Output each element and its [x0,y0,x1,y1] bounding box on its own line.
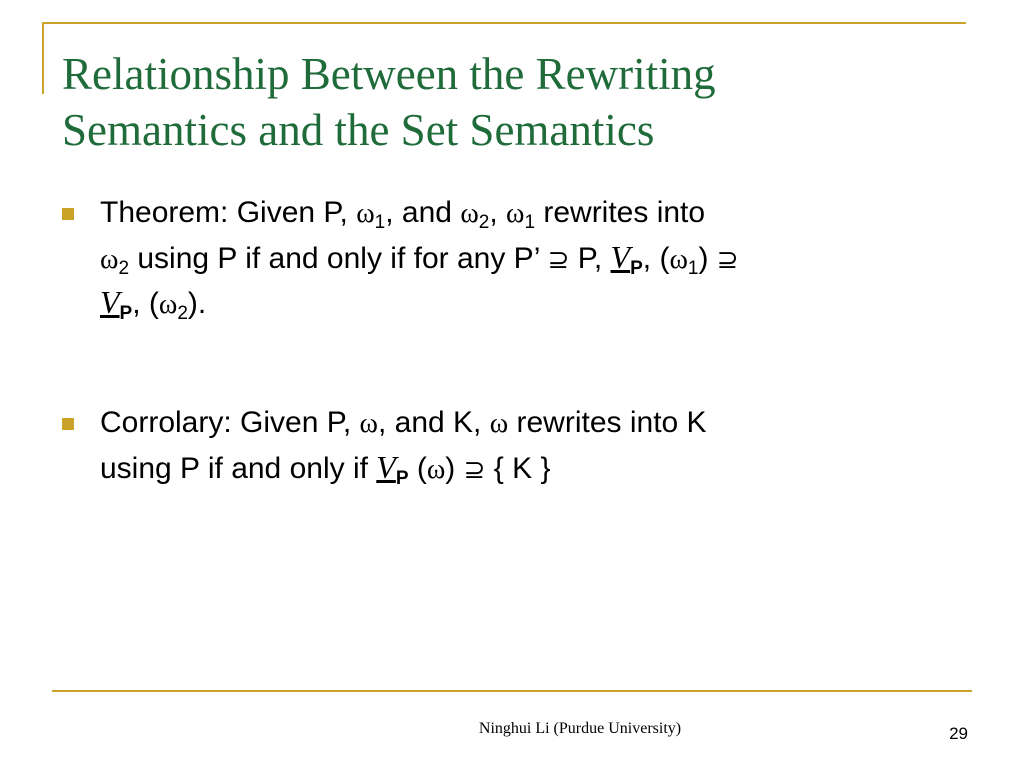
slide-title [62,46,962,158]
omega-symbol: ω [489,408,509,439]
bullet-square-icon [62,208,74,220]
omega-symbol: ω [460,198,479,229]
omega-symbol: ω [506,198,525,229]
theorem-line-3 [100,280,970,325]
text-fragment: , and [385,196,461,229]
frame-top-rule [42,22,966,24]
frame-left-rule [42,22,44,94]
text-fragment: ) [445,452,464,485]
text-fragment: , ( [642,242,670,275]
corollary-line-2 [100,445,970,490]
omega-symbol: ω [426,454,446,485]
subscript-p: P [119,303,133,324]
theorem-line-2 [100,235,970,280]
text-fragment: { K } [485,452,551,485]
footer-rule [52,690,972,692]
text-fragment: , ( [132,287,159,320]
subscript-p: P [630,258,643,279]
script-v-symbol: V [610,239,631,275]
corollary-text [100,400,970,490]
bullet-square-icon [62,418,74,430]
subscript: 2 [478,212,490,233]
corollary-lead: Corrolary: Given P, [100,406,360,439]
subscript: 1 [524,212,536,233]
footer-text: Ninghui Li (Purdue University) [478,720,682,737]
omega-symbol: ω [669,244,688,275]
corollary-line-1 [100,400,970,445]
subscript: 2 [118,258,130,279]
subscript: 1 [687,258,699,279]
omega-symbol: ω [100,244,119,275]
subscript: 2 [177,303,188,324]
text-fragment: ) [698,242,717,275]
superset-symbol: ⊇ [716,245,739,275]
title-line-2: Semantics and the Set Semantics [62,105,655,155]
text-fragment: P, [569,242,611,275]
theorem-text [100,190,970,325]
omega-symbol: ω [356,198,375,229]
script-v-symbol: V [100,284,120,320]
text-fragment: , [489,196,506,229]
omega-symbol: ω [158,289,178,320]
page-number: 29 [949,724,968,743]
omega-symbol: ω [359,408,378,439]
text-fragment: ( [408,452,427,485]
subscript: 1 [374,212,386,233]
subscript-p: P [395,468,409,489]
text-fragment: rewrites into K [508,406,707,439]
title-line-1: Relationship Between the Rewriting [62,49,716,99]
superset-symbol: ⊇ [547,245,570,275]
script-v-symbol: V [376,449,396,485]
theorem-line-1 [100,190,970,235]
text-fragment: using P if and only if for any P’ [129,242,548,275]
superset-symbol: ⊇ [463,455,486,485]
text-fragment: using P if and only if [100,452,377,485]
theorem-lead: Theorem: Given P, [100,196,357,229]
text-fragment: rewrites into [535,196,706,229]
text-fragment: , and K, [377,406,490,439]
text-fragment: ). [187,287,207,320]
